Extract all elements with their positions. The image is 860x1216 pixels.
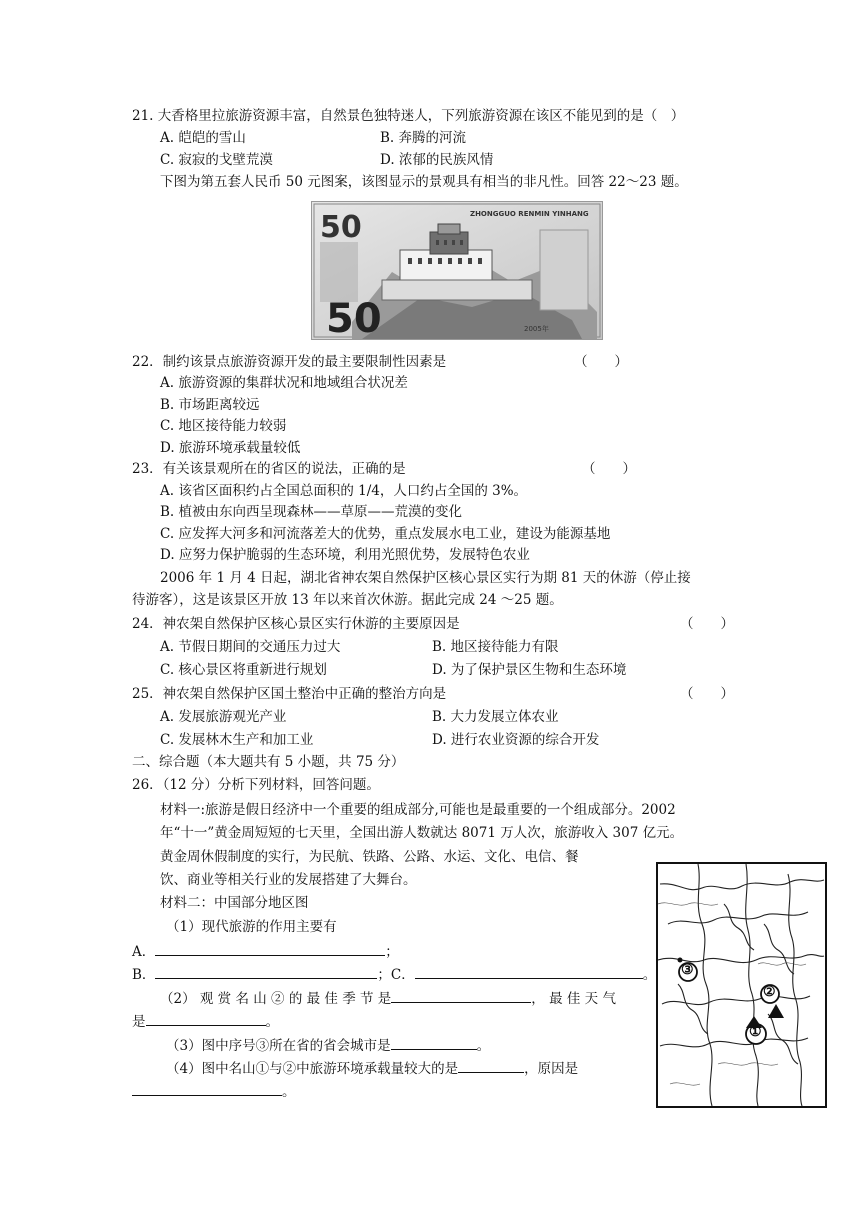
intro-24-25-line1: 2006 年 1 月 4 日起，湖北省神农架自然保护区核心景区实行为期 81 天的休游（停止接 [160,570,691,586]
denomination-bottom: 50 [326,296,382,340]
q26-part4-text-a: （4）图中名山①与②中旅游环境承载量较大的是 [166,1061,459,1077]
q26-part2-text-b: ， 最 佳 天 气 [531,991,616,1007]
q23-stem: 23．有关该景观所在的省区的说法，正确的是 [132,461,406,477]
q24-stem: 24．神农架自然保护区核心景区实行休游的主要原因是 [132,616,460,632]
q21-option-d: D. 浓郁的民族风情 [380,152,494,168]
q26-part3-period: 。 [476,1038,491,1054]
q22-stem: 22．制约该景点旅游资源开发的最主要限制性因素是 [132,354,447,370]
intro-22-23: 下图为第五套人民币 50 元图案，该图显示的景观具有相当的非凡性。回答 22～23 题。 [160,174,688,190]
q26-part1-a-label: A． [132,944,156,960]
q26-material2: 材料二：中国部分地区图 [160,895,309,911]
q21-option-b: B. 奔腾的河流 [380,130,467,146]
map-label-1: ① [749,1024,762,1040]
map-label-3: ③ [681,962,694,978]
q26-part1-a-blank[interactable] [155,941,385,956]
q25-answer-paren: （ ） [680,686,734,702]
q26-material1-line3: 黄金周休假制度的实行，为民航、铁路、公路、水运、文化、电信、餐 [160,849,579,865]
q22-answer-paren: （ ） [574,354,628,370]
q26-material1-line1: 材料一:旅游是假日经济中一个重要的组成部分,可能也是最重要的一个组成部分。2002 [160,802,676,818]
q26-part1-b-label: B． [132,967,156,983]
q26-part1-a-row [132,941,399,962]
q22-option-b: B. 市场距离较远 [160,397,260,413]
q25-option-b: B. 大力发展立体农业 [432,709,559,725]
q26-part3-text: （3）图中序号③所在省的省会城市是 [166,1038,391,1054]
q26-part1-c-label: C． [390,967,415,983]
q23-option-a: A. 该省区面积约占全国总面积的 1/4，人口约占全国的 3%。 [160,483,528,499]
q23-option-b: B. 植被由东向西呈现森林——草原——荒漠的变化 [160,504,463,520]
q26-part2-text-a: （2） 观 赏 名 山 ② 的 最 佳 季 节 是 [160,991,392,1007]
q26-part1-a-semicolon: ； [385,944,399,960]
q22-option-d: D. 旅游环境承载量较低 [160,440,301,456]
q22-option-c: C. 地区接待能力较弱 [160,418,287,434]
q24-option-b: B. 地区接待能力有限 [432,639,559,655]
q26-part2-text-c: 是 [132,1014,146,1030]
q23-answer-paren: （ ） [582,461,636,477]
q23-option-d: D. 应努力保护脆弱的生态环境，利用光照优势，发展特色农业 [160,547,530,563]
q26-part2-line1 [160,988,616,1009]
q26-material1-line4: 饮、商业等相关行业的发展搭建了大舞台。 [160,872,417,888]
china-region-map [656,862,827,1108]
q26-stem: 26．（12 分）分析下列材料，回答问题。 [132,777,380,793]
q26-part1-b-blank[interactable] [155,964,377,979]
map-label-2: ② [763,984,776,1000]
q24-option-a: A. 节假日期间的交通压力过大 [160,639,341,655]
q26-part3-capital-blank[interactable] [391,1035,477,1050]
denomination-top: 50 [320,210,362,245]
q26-part4-reason-blank[interactable] [132,1081,282,1096]
q26-part4-text-b: ，原因是 [524,1061,579,1077]
q26-part4-line1 [166,1058,578,1079]
q22-option-a: A. 旅游资源的集群状况和地域组合状况差 [160,375,408,391]
q25-stem: 25．神农架自然保护区国土整治中正确的整治方向是 [132,686,447,702]
q25-option-d: D. 进行农业资源的综合开发 [432,732,600,748]
q24-option-c: C. 核心景区将重新进行规划 [160,662,327,678]
q26-part1-bc-row [132,964,656,985]
map-boundaries [658,864,825,1106]
q26-part2-period: 。 [265,1014,279,1030]
q26-part1-c-period: 。 [642,967,657,983]
q26-part2-line2 [132,1011,279,1032]
q26-part2-season-blank[interactable] [391,988,531,1003]
q25-option-c: C. 发展林木生产和加工业 [160,732,314,748]
q21-stem: 21. 大香格里拉旅游资源丰富，自然景色独特迷人，下列旅游资源在该区不能见到的是（ ） [132,108,685,124]
banknote-year: 2005年 [524,325,549,333]
q26-part4-line2 [132,1081,296,1102]
q26-part1-c-blank[interactable] [415,964,643,979]
bank-name: ZHONGGUO RENMIN YINHANG [470,210,589,218]
intro-24-25-line2: 待游客），这是该景区开放 13 年以来首次休游。据此完成 24 ～25 题。 [132,592,563,608]
q21-option-a: A. 皑皑的雪山 [160,130,246,146]
q21-option-c: C. 寂寂的戈壁荒漠 [160,152,273,168]
q26-part2-weather-blank[interactable] [146,1011,266,1026]
q26-part3 [166,1035,490,1056]
q24-answer-paren: （ ） [680,616,734,632]
q26-part4-period: 。 [282,1084,296,1100]
q26-material1-line2: 年“十一”黄金周短短的七天里，全国出游人数就达 8071 万人次，旅游收入 307 亿元。 [160,825,684,841]
q26-part1-b-semicolon: ； [377,967,391,983]
banknote-image [311,201,603,340]
q23-option-c: C. 应发挥大河多和河流落差大的优势，重点发展水电工业，建设为能源基地 [160,526,611,542]
q26-part1-stem: （1）现代旅游的作用主要有 [166,919,337,935]
q25-option-a: A. 发展旅游观光产业 [160,709,287,725]
q24-option-d: D. 为了保护景区生物和生态环境 [432,662,627,678]
q26-part4-mountain-blank[interactable] [458,1058,524,1073]
section-2-heading: 二、综合题（本大题共有 5 小题，共 75 分） [132,754,405,770]
